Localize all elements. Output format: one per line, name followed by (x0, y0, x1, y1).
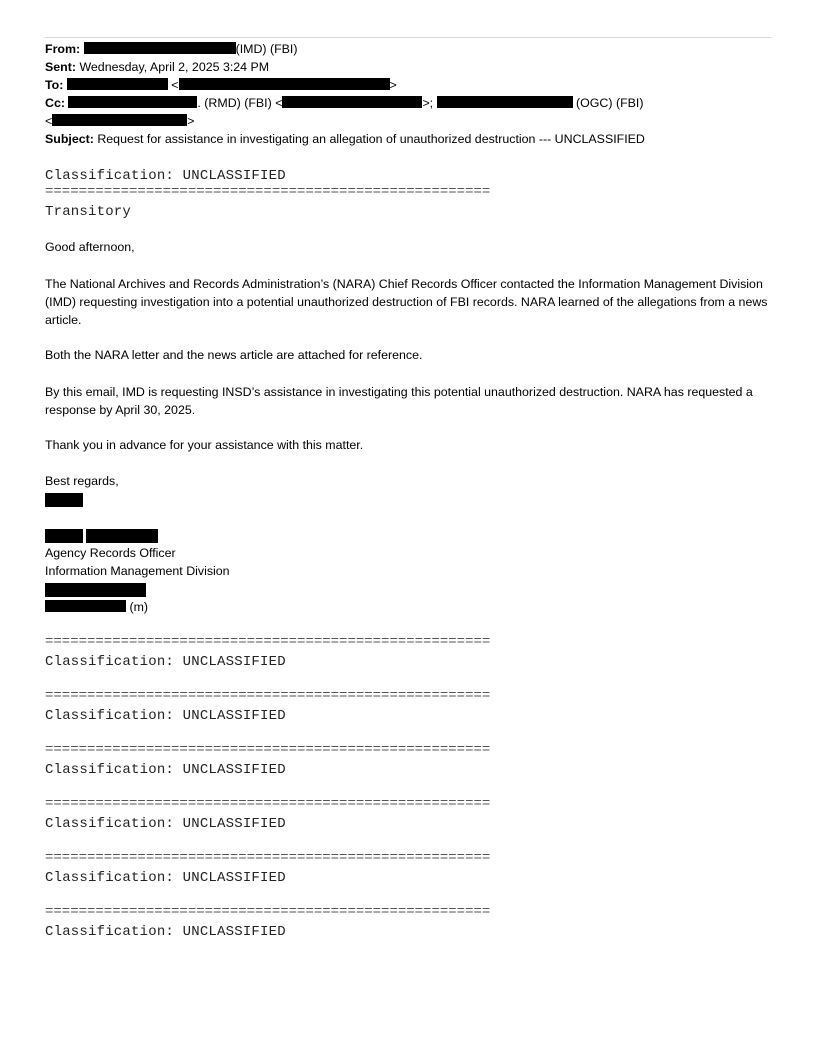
redaction (86, 529, 158, 543)
footer-separator: ===================================================== (45, 688, 491, 704)
sent-value: Wednesday, April 2, 2025 3:24 PM (79, 60, 270, 74)
redaction (179, 78, 390, 90)
redaction (282, 96, 422, 108)
redaction (45, 529, 83, 543)
redaction (52, 114, 187, 126)
cc-sep: >; (422, 96, 434, 110)
header-divider (45, 37, 771, 38)
footer-separator: ===================================================== (45, 904, 491, 920)
sent-label: Sent: (45, 60, 76, 74)
greeting: Good afternoon, (45, 240, 135, 254)
to-label: To: (45, 78, 64, 92)
mobile-suffix: (m) (129, 600, 149, 614)
cc-rmd: . (RMD) (FBI) < (197, 96, 283, 110)
redaction (45, 583, 146, 597)
transitory-label: Transitory (45, 204, 132, 220)
redaction (68, 96, 197, 108)
subject-value: Request for assistance in investigating an allegation of unauthorized destruction --- UNCLASSIFIED (97, 132, 645, 146)
cc2-gt: > (187, 114, 195, 128)
footer-separator: ===================================================== (45, 850, 491, 866)
banner-separator: ===================================================== (45, 184, 491, 200)
signature-division: Information Management Division (45, 564, 230, 578)
body-paragraph-3: By this email, IMD is requesting INSD’s assistance in investigating this potential unauthorized destruction. NARA has requested a response by April 30, 2025. (45, 385, 753, 417)
footer-separator: ===================================================== (45, 796, 491, 812)
body-paragraph-2: Both the NARA letter and the news article are attached for reference. (45, 348, 423, 362)
footer-classification: Classification: UNCLASSIFIED (45, 762, 286, 778)
subject-line (45, 130, 645, 148)
footer-classification: Classification: UNCLASSIFIED (45, 924, 286, 940)
closing: Best regards, (45, 474, 119, 488)
cc2-lt: < (45, 114, 53, 128)
redaction (84, 42, 236, 54)
redaction (45, 600, 126, 612)
signature-title: Agency Records Officer (45, 546, 176, 560)
footer-classification: Classification: UNCLASSIFIED (45, 654, 286, 670)
cc-line (45, 94, 643, 112)
redaction (67, 78, 168, 90)
to-lt: < (171, 78, 179, 92)
from-label: From: (45, 42, 81, 56)
body-paragraph-4: Thank you in advance for your assistance with this matter. (45, 438, 364, 452)
redaction (437, 96, 573, 108)
footer-classification: Classification: UNCLASSIFIED (45, 708, 286, 724)
footer-separator: ===================================================== (45, 742, 491, 758)
footer-classification: Classification: UNCLASSIFIED (45, 870, 286, 886)
footer-classification: Classification: UNCLASSIFIED (45, 816, 286, 832)
sent-line (45, 58, 269, 76)
footer-separator: ===================================================== (45, 634, 491, 650)
cc-continuation-line (45, 112, 195, 130)
signature-mobile-line (45, 598, 148, 616)
to-gt: > (389, 78, 397, 92)
classification-banner: Classification: UNCLASSIFIED (45, 168, 286, 184)
redaction (45, 493, 83, 507)
cc-label: Cc: (45, 96, 65, 110)
from-line (45, 40, 298, 58)
body-paragraph-1: The National Archives and Records Administration’s (NARA) Chief Records Officer contacted the Information Management Division (IMD) requesting investigation into a potential unauthorized destruction of FBI records. NARA learned of the allegations from a news article. (45, 277, 768, 327)
subject-label: Subject: (45, 132, 94, 146)
to-line (45, 76, 397, 94)
cc-ogc: (OGC) (FBI) (576, 96, 644, 110)
from-suffix: (IMD) (FBI) (235, 42, 298, 56)
